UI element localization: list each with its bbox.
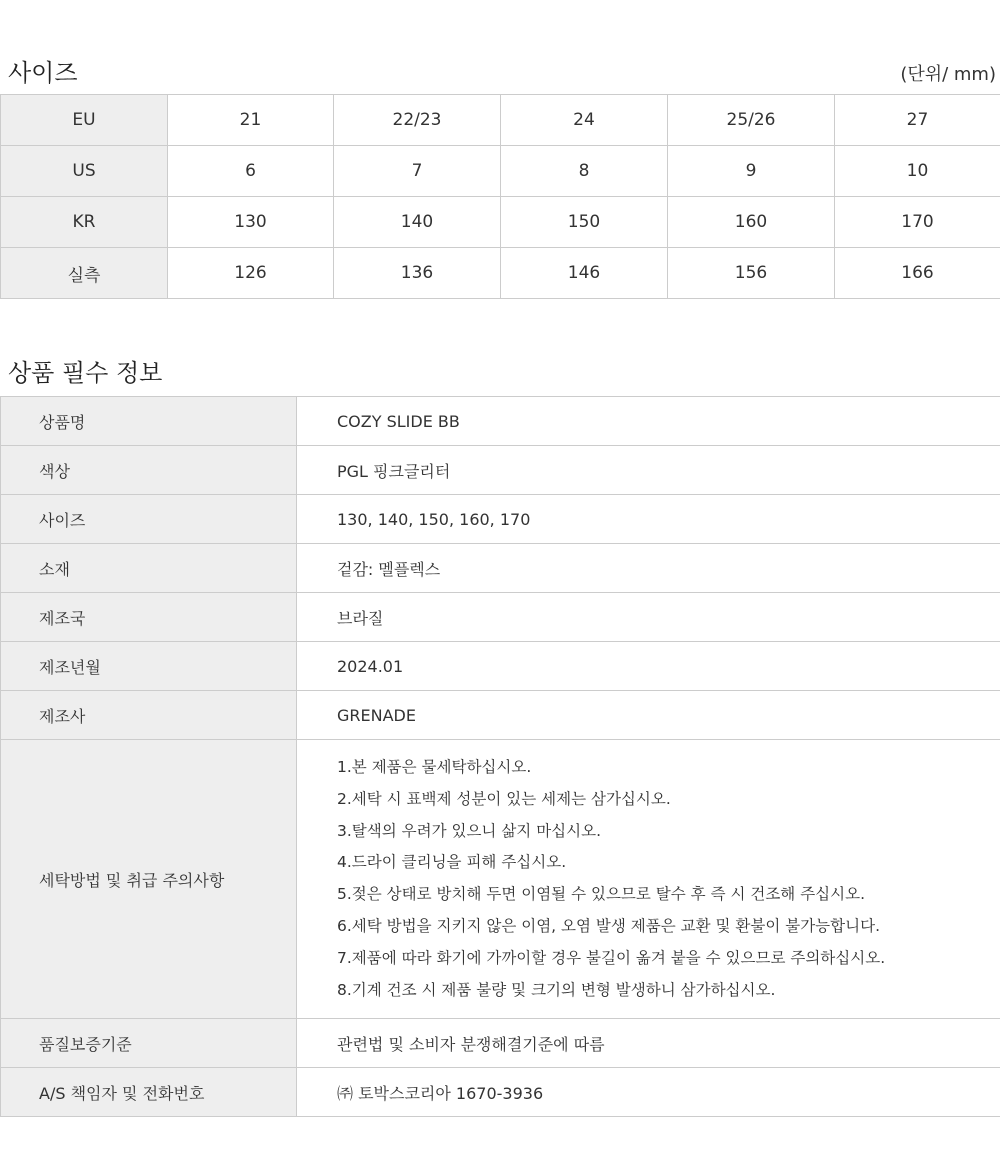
care-instruction-item: 3.탈색의 우려가 있으니 삶지 마십시오. (337, 821, 602, 840)
size-cell: 170 (835, 197, 1000, 248)
size-row-label: US (1, 146, 168, 197)
info-row-quality-standard (1, 1019, 1000, 1068)
info-label: 색상 (1, 446, 297, 495)
size-row-kr (1, 197, 1000, 248)
care-instruction-item: 6.세탁 방법을 지키지 않은 이염, 오염 발생 제품은 교환 및 환불이 불가능합니다. (337, 916, 881, 935)
size-cell: 156 (668, 248, 835, 299)
info-row-color (1, 446, 1000, 495)
info-label: 사이즈 (1, 495, 297, 544)
size-cell: 24 (501, 95, 668, 146)
info-label: 제조국 (1, 593, 297, 642)
size-cell: 22/23 (334, 95, 501, 146)
size-row-measured (1, 248, 1000, 299)
info-row-size (1, 495, 1000, 544)
size-cell: 27 (835, 95, 1000, 146)
size-cell: 9 (668, 146, 835, 197)
info-label: 제조사 (1, 691, 297, 740)
care-instructions-list (297, 740, 1000, 1019)
size-cell: 7 (334, 146, 501, 197)
info-value: 2024.01 (297, 642, 1000, 691)
info-label: 상품명 (1, 397, 297, 446)
product-info-header (0, 352, 1000, 392)
size-cell: 166 (835, 248, 1000, 299)
info-label: 소재 (1, 544, 297, 593)
info-label: A/S 책임자 및 전화번호 (1, 1068, 297, 1117)
info-value: 관련법 및 소비자 분쟁해결기준에 따름 (297, 1019, 1000, 1068)
size-unit-label: (단위/ mm) (900, 64, 996, 85)
size-cell: 126 (168, 248, 334, 299)
care-instruction-item: 8.기계 건조 시 제품 불량 및 크기의 변형 발생하니 삼가하십시오. (337, 980, 776, 999)
info-row-manufacturer (1, 691, 1000, 740)
info-row-country (1, 593, 1000, 642)
care-instruction-item: 7.제품에 따라 화기에 가까이할 경우 불길이 옮겨 붙을 수 있으므로 주의하십시오. (337, 948, 886, 967)
info-row-care-instructions (1, 740, 1000, 1019)
size-row-label: EU (1, 95, 168, 146)
size-cell: 150 (501, 197, 668, 248)
info-row-as-contact (1, 1068, 1000, 1117)
size-cell: 160 (668, 197, 835, 248)
info-value: COZY SLIDE BB (297, 397, 1000, 446)
info-value: GRENADE (297, 691, 1000, 740)
size-row-us (1, 146, 1000, 197)
info-value: 130, 140, 150, 160, 170 (297, 495, 1000, 544)
product-info-title: 상품 필수 정보 (8, 359, 163, 387)
size-cell: 130 (168, 197, 334, 248)
info-row-product-name (1, 397, 1000, 446)
size-cell: 140 (334, 197, 501, 248)
info-row-material (1, 544, 1000, 593)
size-cell: 6 (168, 146, 334, 197)
info-value: 겉감: 멜플렉스 (297, 544, 1000, 593)
product-info-table (0, 396, 1000, 1117)
info-label: 세탁방법 및 취급 주의사항 (1, 740, 297, 1019)
info-value: ㈜ 토박스코리아 1670-3936 (297, 1068, 1000, 1117)
care-instruction-item: 1.본 제품은 물세탁하십시오. (337, 758, 532, 776)
info-value: PGL 핑크글리터 (297, 446, 1000, 495)
size-table (0, 94, 1000, 299)
size-section-header (0, 52, 1000, 92)
size-row-label: 실측 (1, 248, 168, 299)
size-row-label: KR (1, 197, 168, 248)
size-cell: 8 (501, 146, 668, 197)
info-value: 브라질 (297, 593, 1000, 642)
care-instruction-item: 2.세탁 시 표백제 성분이 있는 세제는 삼가십시오. (337, 789, 671, 808)
care-instruction-item: 4.드라이 클리닝을 피해 주십시오. (337, 853, 567, 872)
info-label: 제조년월 (1, 642, 297, 691)
size-cell: 25/26 (668, 95, 835, 146)
care-instruction-item: 5.젖은 상태로 방치해 두면 이염될 수 있으므로 탈수 후 즉 시 건조해 주십시오. (337, 885, 866, 904)
size-cell: 136 (334, 248, 501, 299)
size-row-eu (1, 95, 1000, 146)
size-cell: 21 (168, 95, 334, 146)
size-section-title: 사이즈 (8, 59, 78, 87)
info-label: 품질보증기준 (1, 1019, 297, 1068)
info-row-manufacture-date (1, 642, 1000, 691)
size-cell: 146 (501, 248, 668, 299)
size-cell: 10 (835, 146, 1000, 197)
